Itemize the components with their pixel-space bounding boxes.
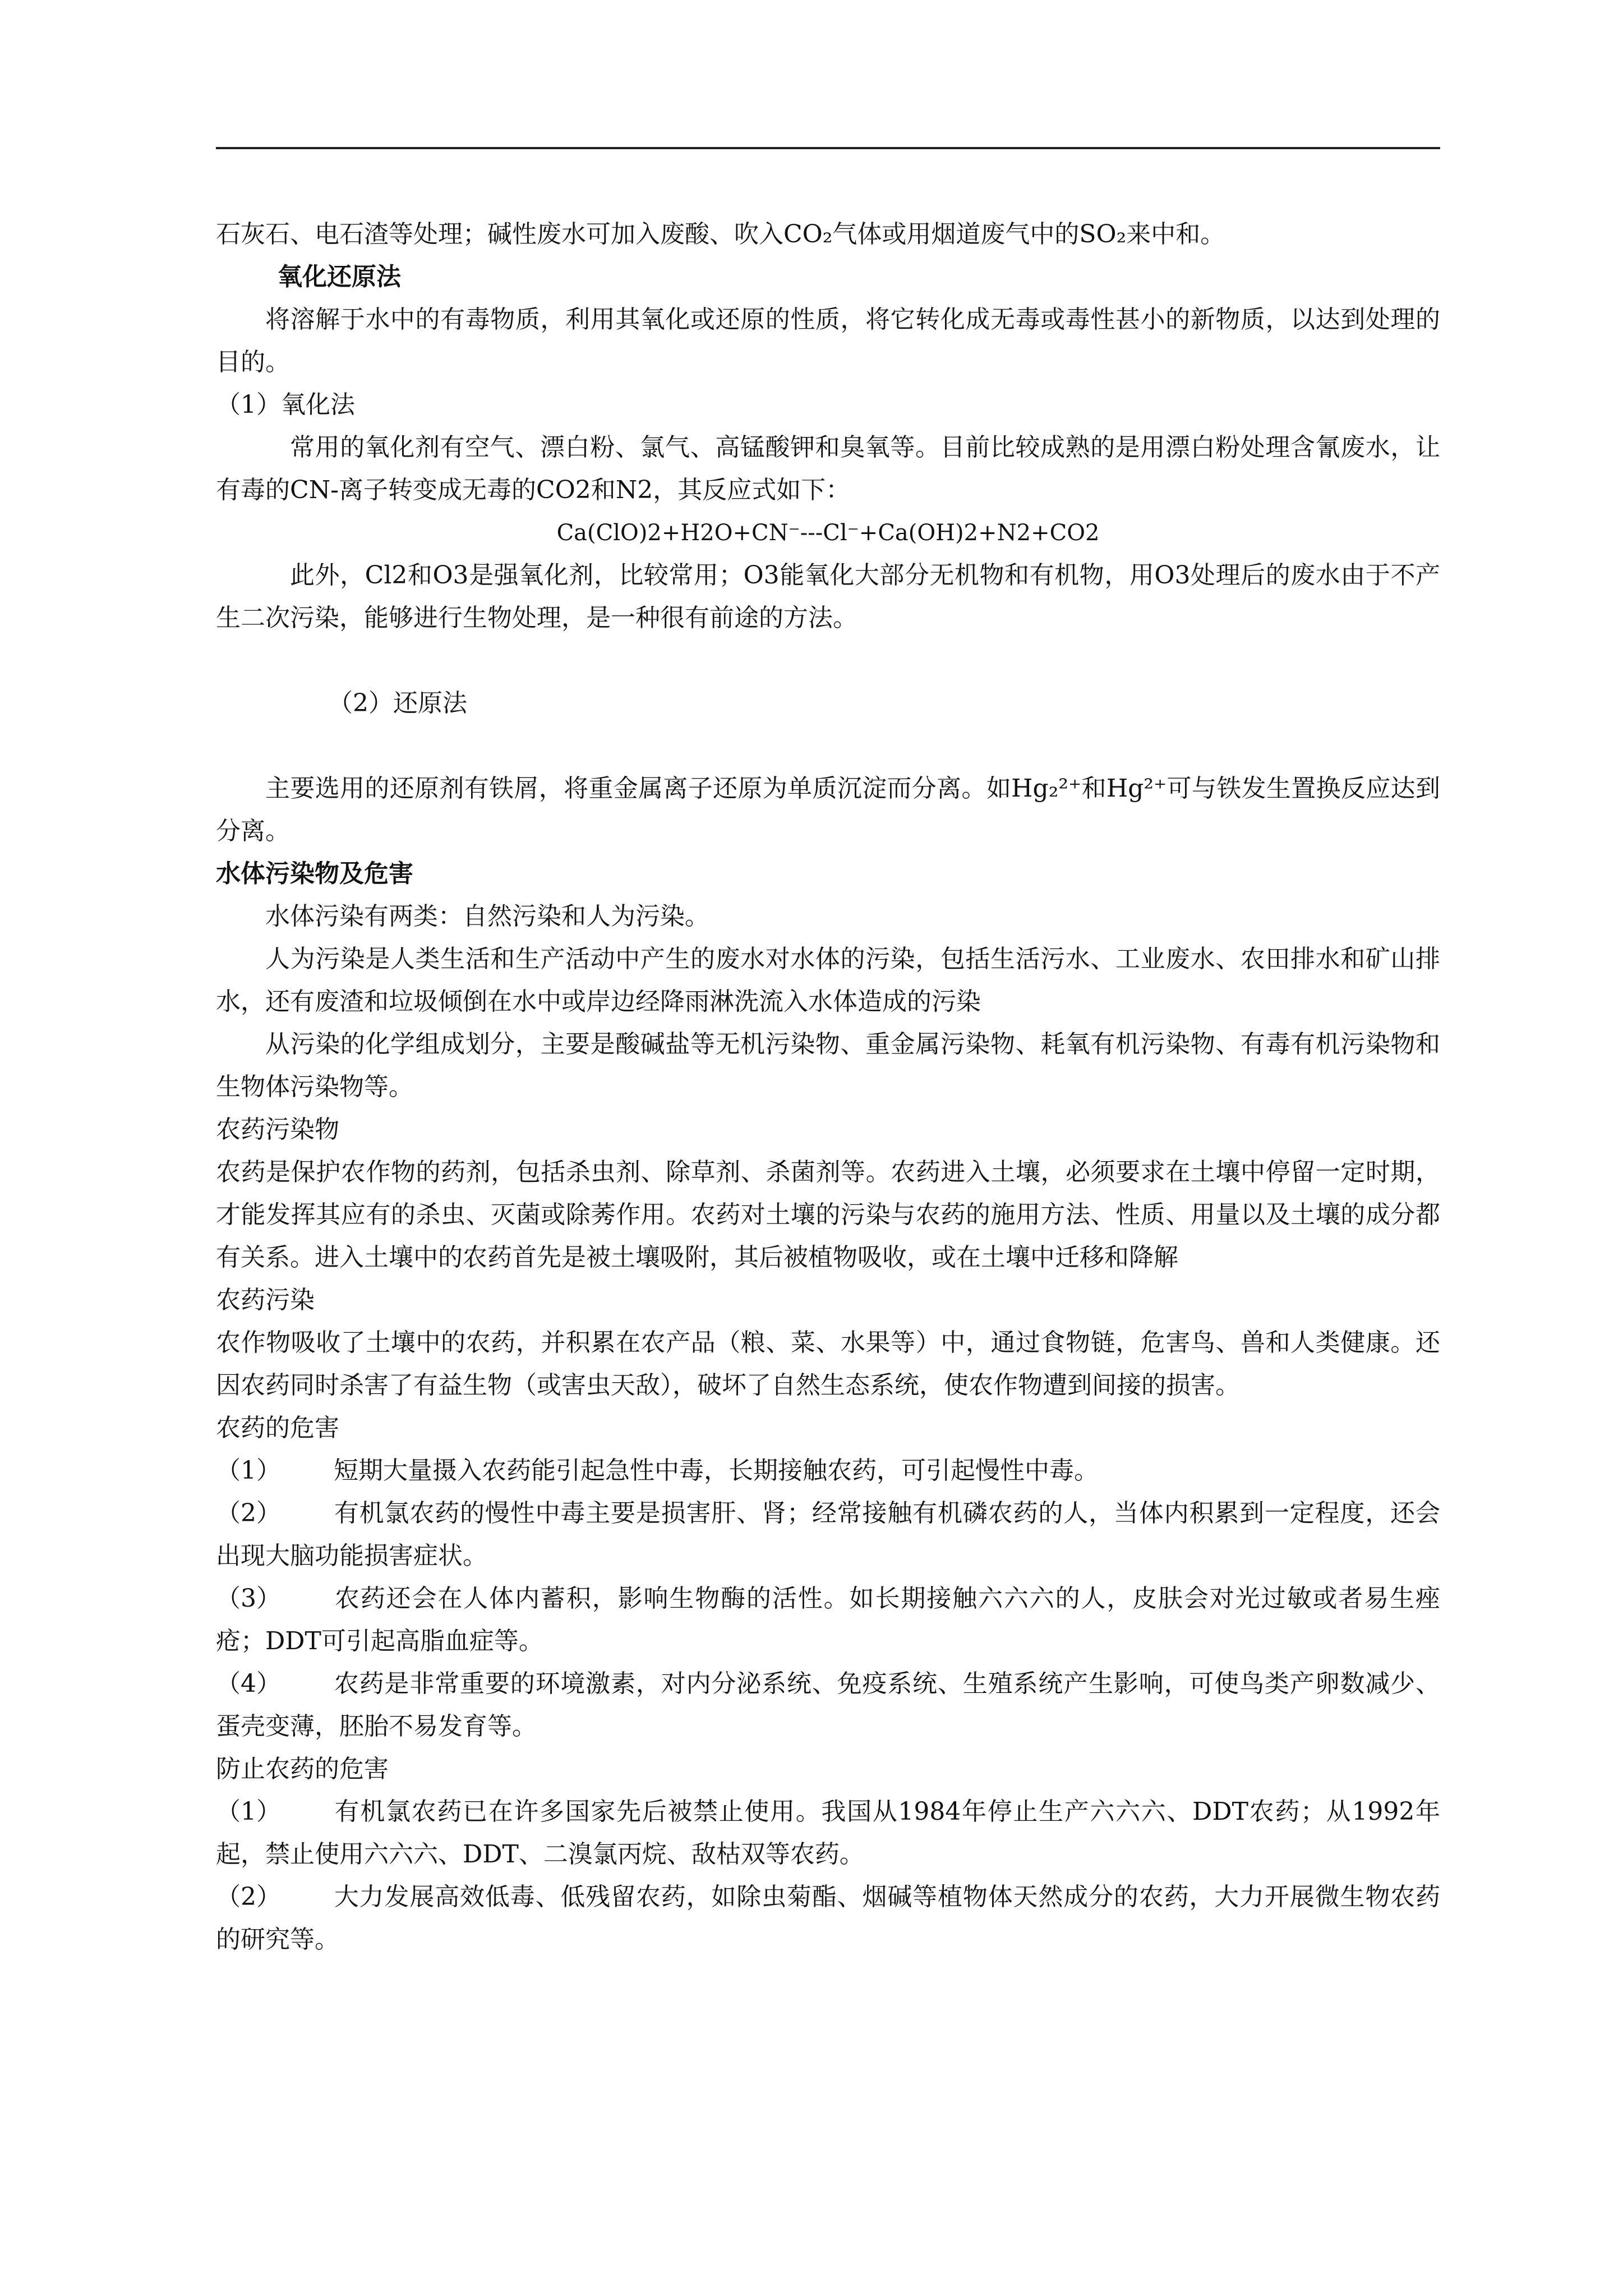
- paragraph-human-pollution: 人为污染是人类生活和生产活动中产生的废水对水体的污染，包括生活污水、工业废水、农田排水和矿山排水，还有废渣和垃圾倾倒在水中或岸边经降雨淋洗流入水体造成的污染: [216, 945, 1440, 1016]
- heading-pesticide-harm: 农药的危害: [216, 1414, 339, 1442]
- list-item-harm: （3） 农药还会在人体内蓄积，影响生物酶的活性。如长期接触六六六的人，皮肤会对光过敏或者易生痤疮；DDT可引起高脂血症等。: [216, 1584, 1440, 1655]
- list-item-harm: （1） 短期大量摄入农药能引起急性中毒，长期接触农药，可引起慢性中毒。: [216, 1456, 1099, 1485]
- paragraph-ozone: 此外，Cl2和O3是强氧化剂，比较常用；O3能氧化大部分无机物和有机物，用O3处理后的废水由于不产生二次污染，能够进行生物处理，是一种很有前途的方法。: [216, 561, 1440, 632]
- list-item-prevent: （2） 大力发展高效低毒、低残留农药，如除虫菊酯、烟碱等植物体天然成分的农药，大力开展微生物农药的研究等。: [216, 1883, 1440, 1954]
- spacer: [216, 725, 1440, 767]
- heading-prevent-harm: 防止农药的危害: [216, 1755, 389, 1783]
- paragraph-chemical-composition: 从污染的化学组成划分，主要是酸碱盐等无机污染物、重金属污染物、耗氧有机污染物、有毒有机污染物和生物体污染物等。: [216, 1030, 1440, 1101]
- paragraph-pollution-types: 水体污染有两类：自然污染和人为污染。: [265, 902, 709, 931]
- reaction-formula: Ca(ClO)2+H2O+CN⁻---Cl⁻+Ca(OH)2+N2+CO2: [556, 520, 1100, 546]
- paragraph-oxidants: 常用的氧化剂有空气、漂白粉、氯气、高锰酸钾和臭氧等。目前比较成熟的是用漂白粉处理含氰废水，让有毒的CN-离子转变成无毒的CO2和N2，其反应式如下：: [216, 433, 1440, 504]
- paragraph-reductants: 主要选用的还原剂有铁屑，将重金属离子还原为单质沉淀而分离。如Hg₂²⁺和Hg²⁺可与铁发生置换反应达到分离。: [216, 774, 1440, 845]
- paragraph-pesticide-definition: 农药是保护农作物的药剂，包括杀虫剂、除草剂、杀菌剂等。农药进入土壤，必须要求在土壤中停留一定时期，才能发挥其应有的杀虫、灭菌或除莠作用。农药对土壤的污染与农药的施用方法、性质、用量以及土壤的成分都有关系。进入土壤中的农药首先是被土壤吸附，其后被植物吸收，或在土壤中迁移和降解: [216, 1158, 1440, 1272]
- section-heading-water-pollutants: 水体污染物及危害: [216, 859, 413, 888]
- list-item-harm: （4） 农药是非常重要的环境激素，对内分泌系统、免疫系统、生殖系统产生影响，可使鸟类产卵数减少、蛋壳变薄，胚胎不易发育等。: [216, 1669, 1440, 1741]
- document-body: [216, 213, 1440, 1961]
- section-heading-redox: 氧化还原法: [278, 263, 401, 291]
- spacer: [216, 639, 1440, 682]
- list-item-prevent: （1） 有机氯农药已在许多国家先后被禁止使用。我国从1984年停止生产六六六、DDT农药；从1992年起，禁止使用六六六、DDT、二溴氯丙烷、敌枯双等农药。: [216, 1797, 1440, 1869]
- paragraph-pesticide-pollution: 农作物吸收了土壤中的农药，并积累在农产品（粮、菜、水果等）中，通过食物链，危害鸟、兽和人类健康。还因农药同时杀害了有益生物（或害虫天敌），破坏了自然生态系统，使农作物遭到间接的损害。: [216, 1328, 1440, 1400]
- subheading-reduction: （2）还原法: [328, 689, 467, 717]
- paragraph-redox-intro: 将溶解于水中的有毒物质，利用其氧化或还原的性质，将它转化成无毒或毒性甚小的新物质，以达到处理的目的。: [216, 305, 1440, 376]
- list-item-harm: （2） 有机氯农药的慢性中毒主要是损害肝、肾；经常接触有机磷农药的人，当体内积累到一定程度，还会出现大脑功能损害症状。: [216, 1499, 1440, 1570]
- paragraph-neutralization-end: 石灰石、电石渣等处理；碱性废水可加入废酸、吹入CO₂气体或用烟道废气中的SO₂来中和。: [216, 220, 1225, 249]
- header-rule: [216, 147, 1440, 149]
- heading-pesticide-pollutants: 农药污染物: [216, 1115, 339, 1144]
- heading-pesticide-pollution: 农药污染: [216, 1286, 315, 1314]
- subheading-oxidation: （1）氧化法: [216, 390, 355, 419]
